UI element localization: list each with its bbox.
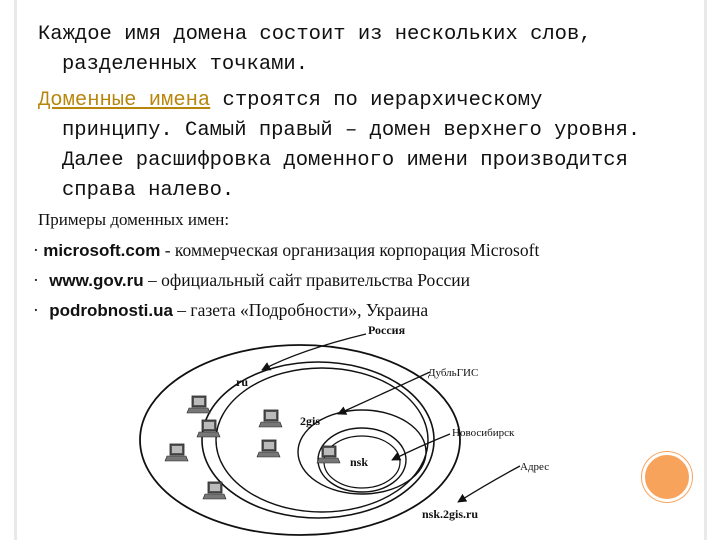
paragraph2-line3: Далее расшифровка доменного имени производится (62, 149, 628, 172)
computer-icon (259, 410, 282, 427)
computer-icon (257, 440, 280, 457)
example-description: – официальный сайт правительства России (143, 270, 470, 290)
computer-icon (165, 444, 188, 461)
label-russia: Россия (368, 323, 406, 337)
example-description: - коммерческая организация корпорация Microsoft (160, 240, 540, 260)
arrow-novosibirsk (392, 434, 450, 460)
computer-icon (187, 396, 210, 413)
paragraph2-line4: справа налево. (62, 179, 235, 202)
example-domain: www.gov.ru (49, 271, 144, 290)
bullet: · (33, 300, 39, 320)
bullet: · (33, 270, 39, 290)
example-domain: podrobnosti.ua (49, 301, 173, 320)
domain-names-link[interactable]: Доменные имена (38, 89, 211, 112)
decorative-orange-circle (642, 452, 692, 502)
paragraph2-line2: принципу. Самый правый – домен верхнего уровня. (62, 119, 641, 142)
computer-icon (197, 420, 220, 437)
label-ru: ru (236, 375, 248, 389)
bullet: · (33, 240, 39, 260)
paragraph1-line2: разделенных точками. (62, 53, 309, 76)
paragraph2-line1-rest: строятся по иерархическому (210, 89, 543, 112)
label-2gis: 2gis (300, 414, 321, 428)
label-nsk: nsk (350, 455, 369, 469)
example-domain: microsoft.com (43, 241, 161, 260)
label-novosibirsk: Новосибирск (452, 427, 515, 439)
label-address: Адрес (520, 461, 550, 473)
label-dubl: ДубльГИС (428, 367, 479, 379)
label-full-domain: nsk.2gis.ru (422, 507, 479, 521)
examples-heading: Примеры доменных имен: (38, 210, 230, 229)
example-description: – газета «Подробности», Украина (172, 300, 429, 320)
arrow-address (458, 466, 520, 502)
paragraph1-line1: Каждое имя домена состоит из нескольких слов, (38, 23, 592, 46)
